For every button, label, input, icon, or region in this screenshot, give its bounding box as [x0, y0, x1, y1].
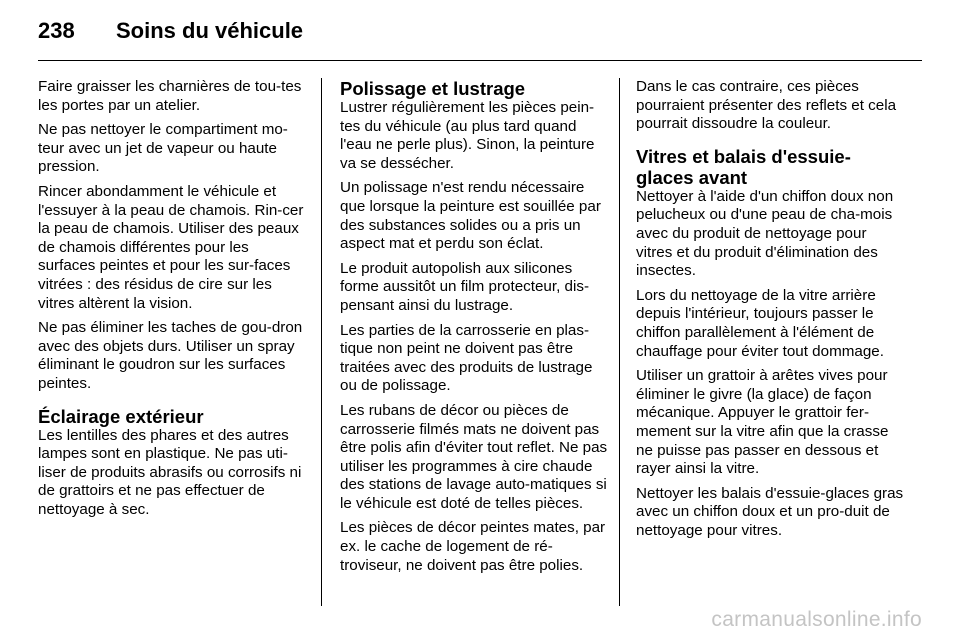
paragraph: Rincer abondamment le véhicule et l'essuyer à la peau de chamois. Rin-cer la peau de chamois. Utiliser des peaux de chamois différentes pour les surfaces peintes et pour les sur-faces vitrées : des résidus de cire sur les vitres altèrent la vision.	[38, 182, 304, 312]
column-2	[340, 78, 608, 581]
section-heading: Éclairage extérieur	[38, 405, 204, 427]
paragraph: Dans le cas contraire, ces pièces pourraient présenter des reflets et cela pourrait dissoudre la couleur.	[636, 78, 897, 133]
paragraph: Lustrer régulièrement les pièces pein-tes du véhicule (au plus tard quand l'eau ne perle plus). Sinon, la peinture va se dessécher.	[340, 99, 595, 172]
column-divider	[321, 78, 322, 606]
paragraph: Les parties de la carrosserie en plas-tique non peint ne doivent pas être traitées avec des produits de lustrage ou de polissage.	[340, 321, 593, 395]
paragraph: Les rubans de décor ou pièces de carrosserie filmés mats ne doivent pas être polis afin d'éviter tout reflet. Ne pas utiliser les programmes à cire chaude des stations de lavage auto-matiques si le véhicule est doté de telles pièces.	[340, 401, 608, 512]
paragraph: Un polissage n'est rendu nécessaire que lorsque la peinture est souillée par des substances solides ou a pris un aspect mat et perdu son éclat.	[340, 179, 601, 253]
paragraph: Utiliser un grattoir à arêtes vives pour éliminer le givre (la glace) de façon mécanique. Appuyer le grattoir fer-mement sur la vitre afin que la crasse ne puisse pas passer en dessous et rayer ainsi la vitre.	[636, 367, 889, 478]
column-divider	[619, 78, 620, 606]
paragraph: Nettoyer à l'aide d'un chiffon doux non pelucheux ou d'une peau de cha-mois avec du produit de nettoyage pour vitres et du produit d'élimination des insectes.	[636, 187, 894, 280]
page-header	[38, 18, 303, 48]
paragraph: Les pièces de décor peintes mates, par ex. le cache de logement de ré-troviseur, ne doivent pas être polies.	[340, 519, 606, 574]
page-number: 238	[38, 18, 75, 43]
paragraph: Lors du nettoyage de la vitre arrière depuis l'intérieur, toujours passer le chiffon parallèlement à l'élément de chauffage pour éviter tout dommage.	[636, 286, 884, 360]
paragraph: Nettoyer les balais d'essuie-glaces gras avec un chiffon doux et un pro-duit de nettoyage pour vitres.	[636, 484, 904, 539]
watermark: carmanualsonline.info	[711, 608, 922, 631]
paragraph: Faire graisser les charnières de tou-tes les portes par un atelier.	[38, 78, 302, 114]
paragraph: Ne pas éliminer les taches de gou-dron avec des objets durs. Utiliser un spray éliminant le goudron sur les surfaces peintes.	[38, 319, 303, 392]
section-heading: Vitres et balais d'essuie-glaces avant	[636, 145, 851, 188]
paragraph: Le produit autopolish aux silicones forme aussitôt un film protecteur, dis-pensant ainsi du lustrage.	[340, 259, 590, 314]
section-heading: Polissage et lustrage	[340, 78, 526, 99]
paragraph: Les lentilles des phares et des autres lampes sont en plastique. Ne pas uti-liser de produits abrasifs ou corrosifs ni de grattoirs et ne pas effectuer de nettoyage à sec.	[38, 426, 302, 518]
column-3	[636, 78, 904, 546]
page-title: Soins du véhicule	[116, 18, 304, 43]
paragraph: Ne pas nettoyer le compartiment mo-teur avec un jet de vapeur ou haute pression.	[38, 121, 288, 176]
header-rule	[38, 60, 922, 61]
column-1	[38, 78, 306, 525]
